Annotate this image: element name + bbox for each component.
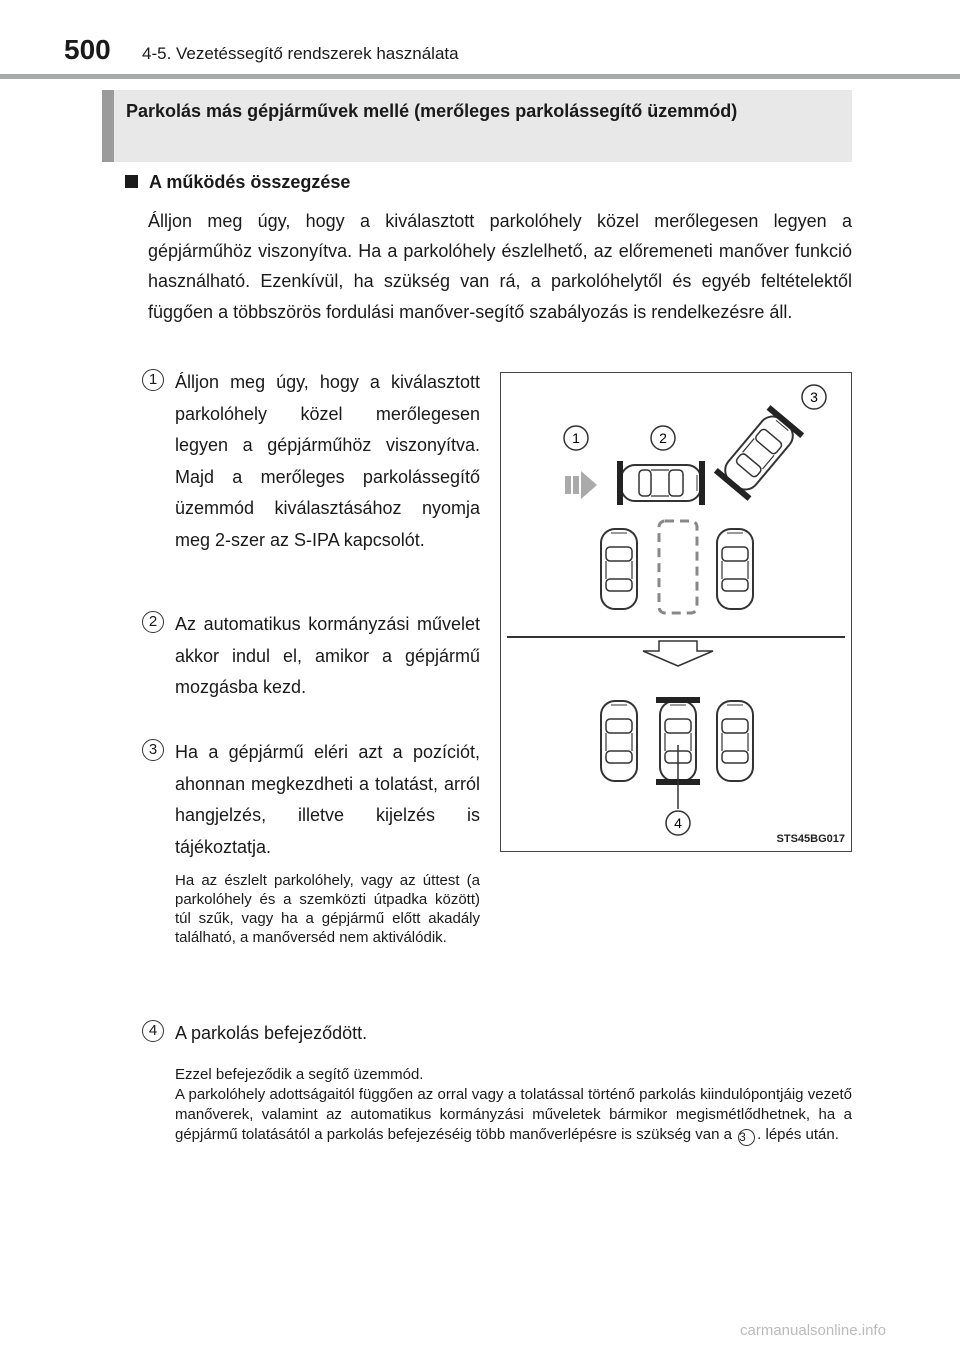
own-car-start bbox=[617, 461, 705, 505]
callout-1 bbox=[564, 426, 588, 450]
section-heading-bar bbox=[102, 90, 114, 162]
intro-paragraph: Álljon meg úgy, hogy a kiválasztott parkolóhely közel merőlegesen legyen a gépjárműhöz viszonyítva. Ha a parkolóhely észlelhető, az előremeneti manőver funkció használható. Ezenkívül, ha szükség van rá, a parkolóhelytől és egyéb feltételektől függően a többszörös fordulási manőver-segítő szabályozás is rendelkezésre áll. bbox=[148, 211, 852, 322]
page-number: 500 bbox=[64, 34, 111, 65]
closing-text: A parkolóhely adottságaitól függően az orral vagy a tolatással történő parkolás kiindulópontjáig vezető manőverek, valamint az automatikus kormányzási műveletek bármikor megismétlődhetnek, ha a gépjármű tolatásától a parkolás befejezéséig több manőverlépésre is szükség van a bbox=[175, 1086, 852, 1143]
parking-diagram bbox=[500, 372, 852, 852]
watermark: carmanualsonline.info bbox=[740, 1322, 886, 1339]
section-title: Parkolás más gépjárművek mellé (merőleges parkolássegítő üzemmód) bbox=[126, 101, 738, 121]
parked-car-right-top bbox=[717, 529, 753, 609]
callout-3 bbox=[802, 385, 826, 409]
square-bullet-icon bbox=[125, 175, 138, 188]
step-3 bbox=[142, 737, 480, 947]
own-car-turning bbox=[714, 405, 804, 501]
callout-3-label: 3 bbox=[810, 389, 818, 405]
step-number: 3 bbox=[142, 739, 164, 761]
section-heading-box bbox=[102, 90, 852, 162]
closing-text-end: . lépés után. bbox=[757, 1126, 839, 1143]
step-number: 4 bbox=[142, 1020, 164, 1042]
closing-line-1: Ezzel befejeződik a segítő üzemmód. bbox=[175, 1066, 424, 1083]
callout-2 bbox=[651, 426, 675, 450]
callout-4 bbox=[666, 811, 690, 835]
parked-car-left-bottom bbox=[601, 701, 637, 781]
figure-code: STS45BG017 bbox=[776, 833, 845, 845]
parked-car-left-top bbox=[601, 529, 637, 609]
arrow-right-icon bbox=[565, 471, 597, 499]
step-text: Ha a gépjármű eléri azt a pozíciót, ahonnan megkezdheti a tolatást, arról hangjelzés, illetve kijelzés is tájékoztatja. bbox=[175, 742, 480, 857]
parking-diagram-svg bbox=[501, 373, 851, 851]
subheading-text: A működés összegzése bbox=[149, 172, 351, 192]
step-text: A parkolás befejeződött. bbox=[175, 1023, 368, 1043]
header-rule bbox=[0, 74, 960, 79]
step-number: 2 bbox=[142, 611, 164, 633]
step-2 bbox=[142, 609, 480, 704]
step-text: Álljon meg úgy, hogy a kiválasztott parkolóhely közel merőlegesen legyen a gépjárműhöz viszonyítva. Majd a merőleges parkolássegítő üzemmód kiválasztásához nyomja meg 2-szer az S-IPA kapcsolót. bbox=[175, 372, 480, 550]
step-number: 1 bbox=[142, 369, 164, 391]
closing-line-2 bbox=[175, 1085, 852, 1146]
target-parking-space bbox=[659, 521, 697, 613]
arrow-down-icon bbox=[643, 641, 713, 666]
callout-4-label: 4 bbox=[674, 815, 682, 831]
subheading bbox=[125, 172, 350, 193]
parked-car-right-bottom bbox=[717, 701, 753, 781]
step-1 bbox=[142, 367, 480, 556]
step-text: Az automatikus kormányzási művelet akkor indul el, amikor a gépjármű mozgásba kezd. bbox=[175, 614, 480, 697]
chapter-header: 4-5. Vezetéssegítő rendszerek használata bbox=[142, 44, 459, 63]
step-4 bbox=[142, 1018, 480, 1050]
closing-notes bbox=[175, 1065, 852, 1146]
step-note: Ha az észlelt parkolóhely, vagy az úttest (a parkolóhely és a szemközti útpadka között) túl szűk, vagy ha a gépjármű előtt akadály található, a manőverséd nem aktiválódik. bbox=[175, 872, 480, 946]
step-reference: 3 bbox=[738, 1129, 755, 1146]
callout-2-label: 2 bbox=[659, 430, 667, 446]
callout-1-label: 1 bbox=[572, 430, 580, 446]
